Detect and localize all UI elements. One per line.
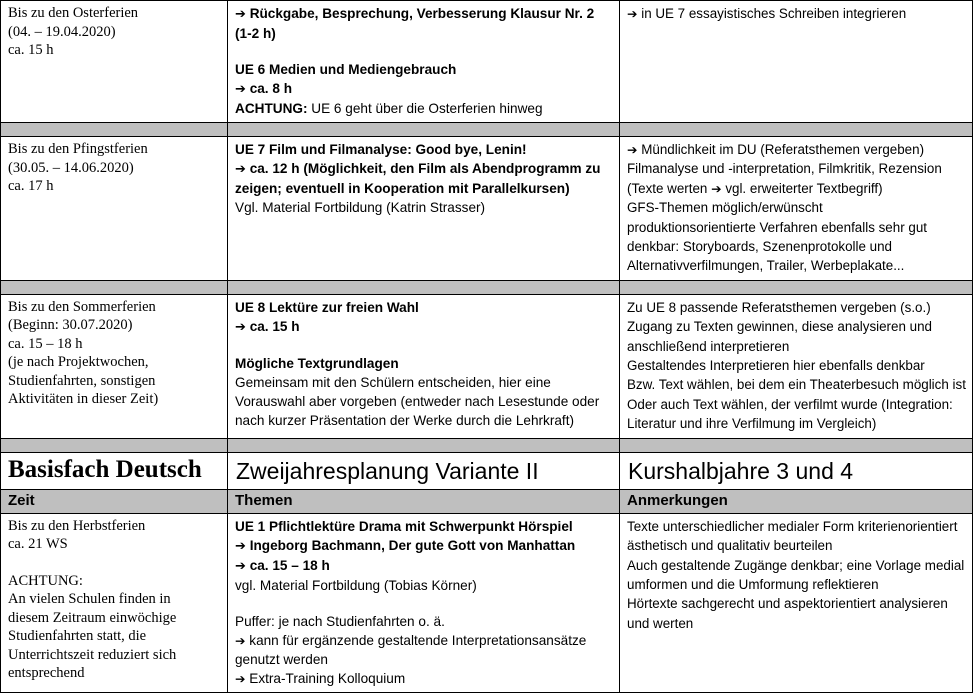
- themen-line: Vorauswahl aber vorgeben (entweder nach Lesestunde oder: [235, 393, 600, 409]
- anmerkungen-line: Zugang zu Texten gewinnen, diese analysieren und: [627, 319, 932, 335]
- themen-line: [235, 669, 613, 688]
- zeit-line: Bis zu den Osterferien: [8, 5, 139, 21]
- header-cell-anmerkungen: [620, 489, 973, 513]
- cell-themen: [228, 294, 620, 438]
- separator-cell-themen: [228, 123, 620, 137]
- arrow-icon: ➔: [235, 558, 246, 574]
- table-row: [1, 137, 973, 281]
- cell-zeit: [1, 294, 228, 438]
- themen-line: UE 7 Film und Filmanalyse: Good bye, Lenin!: [235, 142, 527, 157]
- themen-line-text: ca. 8 h: [249, 81, 293, 96]
- zeit-text-block: [1, 137, 227, 200]
- zeit-line: ACHTUNG:: [8, 572, 83, 589]
- cell-section-subject: [1, 452, 228, 489]
- cell-anmerkungen: [620, 1, 973, 123]
- zeit-line: (04. – 19.04.2020): [8, 23, 116, 40]
- cell-section-variant: [228, 452, 620, 489]
- anmerkungen-line: Oder auch Text wählen, der verfilmt wurde (Integration:: [627, 396, 953, 412]
- section-title-row: [1, 452, 973, 489]
- row-separator-band: [1, 123, 973, 137]
- themen-line: genutzt werden: [235, 651, 328, 667]
- zeit-line: (Beginn: 30.07.2020): [8, 317, 133, 334]
- anmerkungen-line-text: Mündlichkeit im DU (Referatsthemen vergeben): [641, 142, 925, 157]
- arrow-icon: ➔: [627, 142, 638, 157]
- zeit-line: Studienfahrten statt, die: [8, 628, 147, 645]
- anmerkungen-line: Bzw. Text wählen, bei dem ein Theaterbesuch möglich ist: [627, 377, 966, 393]
- zeit-line: Bis zu den Herbstferien: [8, 517, 146, 534]
- zeit-line: Studienfahrten, sonstigen: [8, 372, 156, 389]
- spacer-line: [8, 554, 221, 572]
- separator-cell-anmerkungen: [620, 280, 973, 294]
- spacer-line: [235, 43, 613, 60]
- zeit-line: Aktivitäten in dieser Zeit): [8, 391, 159, 408]
- column-header-zeit: Zeit: [8, 491, 35, 509]
- themen-line: [235, 99, 613, 118]
- anmerkungen-line: und werten: [627, 615, 694, 631]
- themen-text-block: [228, 1, 619, 122]
- anmerkungen-line: [627, 140, 966, 159]
- themen-line: Gemeinsam mit den Schülern entscheiden, hier eine: [235, 374, 551, 390]
- anmerkungen-line-text: in UE 7 essayistisches Schreiben integrieren: [641, 6, 907, 21]
- zeit-line: (je nach Projektwochen,: [8, 354, 149, 371]
- cell-zeit: [1, 513, 228, 692]
- zeit-line: An vielen Schulen finden in: [8, 591, 171, 608]
- themen-line-text: ca. 15 h: [249, 318, 300, 334]
- themen-line: Puffer: je nach Studienfahrten o. ä.: [235, 613, 445, 629]
- anmerkungen-text-block: [620, 137, 972, 280]
- anmerkungen-line-text: (Texte werten: [627, 180, 712, 196]
- separator-cell-zeit: [1, 123, 228, 137]
- themen-text-block: [228, 295, 619, 434]
- anmerkungen-line: Alternativverfilmungen, Trailer, Werbeplakate...: [627, 258, 905, 274]
- separator-cell-anmerkungen: [620, 438, 973, 452]
- themen-line-text: Rückgabe, Besprechung, Verbesserung Klausur Nr. 2 (1-2 h): [235, 6, 595, 41]
- anmerkungen-line: umformen und die Umformung reflektieren: [627, 576, 879, 592]
- anmerkungen-line: Auch gestaltende Zugänge denkbar; eine Vorlage medial: [627, 557, 965, 573]
- anmerkungen-line: Literatur und ihre Verfilmung im Vergleich): [627, 416, 877, 432]
- achtung-label: ACHTUNG:: [235, 101, 308, 116]
- themen-line: UE 1 Pflichtlektüre Drama mit Schwerpunkt Hörspiel: [235, 518, 573, 534]
- arrow-icon: ➔: [235, 319, 246, 335]
- zeit-text-block: [1, 1, 227, 64]
- spacer-line: [235, 337, 613, 354]
- cell-zeit: [1, 1, 228, 123]
- themen-line: vgl. Material Fortbildung (Tobias Körner): [235, 577, 477, 593]
- themen-line: nach kurzer Präsentation der Werke durch die Lehrkraft): [235, 412, 575, 428]
- arrow-icon: ➔: [235, 82, 246, 97]
- arrow-icon: ➔: [711, 180, 722, 196]
- themen-line-text: kann für ergänzende gestaltende Interpretationsansätze: [249, 632, 587, 648]
- themen-text-block: [228, 137, 619, 221]
- themen-line: [235, 536, 613, 556]
- separator-cell-anmerkungen: [620, 123, 973, 137]
- themen-line: [235, 631, 613, 650]
- zeit-line: diesem Zeitraum einwöchige: [8, 609, 177, 626]
- arrow-icon: ➔: [235, 632, 246, 648]
- anmerkungen-line: Hörtexte sachgerecht und aspektorientiert analysieren: [627, 596, 948, 612]
- column-header-themen: Themen: [235, 491, 293, 509]
- anmerkungen-line: denkbar: Storyboards, Szenenprotokolle und: [627, 239, 893, 255]
- anmerkungen-text-block: [620, 514, 972, 637]
- anmerkungen-line-text: vgl. erweiterter Textbegriff): [721, 180, 883, 196]
- anmerkungen-line: [627, 4, 966, 23]
- spacer-line: [235, 595, 613, 612]
- zeit-text-block: [1, 295, 227, 413]
- themen-line: [235, 556, 613, 576]
- themen-line: [235, 159, 613, 179]
- terms-title: Kurshalbjahre 3 und 4: [628, 457, 854, 484]
- themen-line: zeigen; eventuell in Kooperation mit Parallelkursen): [235, 181, 570, 196]
- header-cell-themen: [228, 489, 620, 513]
- anmerkungen-text-block: [620, 1, 972, 27]
- column-header-row: [1, 489, 973, 513]
- anmerkungen-line: produktionsorientierte Verfahren ebenfalls sehr gut: [627, 219, 927, 235]
- cell-themen: [228, 513, 620, 692]
- separator-cell-themen: [228, 438, 620, 452]
- zeit-line: ca. 15 h: [8, 42, 54, 58]
- themen-text-block: [228, 514, 619, 692]
- arrow-icon: ➔: [235, 670, 246, 686]
- table-row: [1, 294, 973, 438]
- zeit-line: Bis zu den Sommerferien: [8, 298, 156, 315]
- zeit-line: ca. 15 – 18 h: [8, 335, 83, 352]
- anmerkungen-line: ästhetisch und qualitativ beurteilen: [627, 538, 833, 554]
- cell-anmerkungen: [620, 513, 973, 692]
- anmerkungen-line: Zu UE 8 passende Referatsthemen vergeben (s.o.): [627, 299, 931, 315]
- table-row: [1, 513, 973, 692]
- zeit-line: (30.05. – 14.06.2020): [8, 159, 134, 176]
- cell-anmerkungen: [620, 294, 973, 438]
- themen-line: Vgl. Material Fortbildung (Katrin Strasser): [235, 200, 486, 215]
- zeit-line: entsprechend: [8, 665, 85, 682]
- header-cell-zeit: [1, 489, 228, 513]
- themen-line: Mögliche Textgrundlagen: [235, 355, 399, 371]
- zeit-line: Unterrichtszeit reduziert sich: [8, 646, 177, 663]
- anmerkungen-line: [627, 179, 966, 198]
- cell-themen: [228, 1, 620, 123]
- anmerkungen-line: anschließend interpretieren: [627, 338, 790, 354]
- separator-cell-zeit: [1, 438, 228, 452]
- themen-line: UE 8 Lektüre zur freien Wahl: [235, 299, 419, 315]
- themen-line: [235, 79, 613, 99]
- arrow-icon: ➔: [235, 162, 246, 177]
- row-separator-band: [1, 280, 973, 294]
- separator-cell-themen: [228, 280, 620, 294]
- themen-line: [235, 4, 613, 43]
- themen-line-text: ca. 15 – 18 h: [249, 557, 330, 573]
- anmerkungen-line: Texte unterschiedlicher medialer Form kriterienorientiert: [627, 518, 958, 534]
- column-header-anmerkungen: Anmerkungen: [627, 491, 728, 509]
- arrow-icon: ➔: [627, 6, 638, 21]
- cell-themen: [228, 137, 620, 281]
- themen-line: UE 6 Medien und Mediengebrauch: [235, 62, 457, 77]
- zeit-text-block: [1, 514, 227, 687]
- zeit-line: Bis zu den Pfingstferien: [8, 141, 148, 157]
- table-row: [1, 1, 973, 123]
- themen-line-text: Extra-Training Kolloquium: [249, 670, 406, 686]
- anmerkungen-line: Gestaltendes Interpretieren hier ebenfalls denkbar: [627, 358, 925, 374]
- arrow-icon: ➔: [235, 7, 246, 22]
- zeit-line: ca. 21 WS: [8, 536, 68, 553]
- anmerkungen-line: GFS-Themen möglich/erwünscht: [627, 200, 823, 216]
- cell-anmerkungen: [620, 137, 973, 281]
- row-separator-band: [1, 438, 973, 452]
- page-title: Basisfach Deutsch: [8, 455, 202, 483]
- cell-zeit: [1, 137, 228, 281]
- themen-line-text: ca. 12 h (Möglichkeit, den Film als Abendprogramm zu: [249, 161, 601, 176]
- anmerkungen-text-block: [620, 295, 972, 438]
- themen-line: [235, 317, 613, 337]
- arrow-icon: ➔: [235, 538, 246, 554]
- cell-section-terms: [620, 452, 973, 489]
- anmerkungen-line: Filmanalyse und -interpretation, Filmkritik, Rezension: [627, 161, 942, 177]
- themen-line-text: UE 6 geht über die Osterferien hinweg: [307, 101, 543, 116]
- zeit-line: ca. 17 h: [8, 178, 54, 194]
- plan-variant-title: Zweijahresplanung Variante II: [236, 457, 539, 484]
- separator-cell-zeit: [1, 280, 228, 294]
- themen-line-text: Ingeborg Bachmann, Der gute Gott von Manhattan: [249, 537, 576, 553]
